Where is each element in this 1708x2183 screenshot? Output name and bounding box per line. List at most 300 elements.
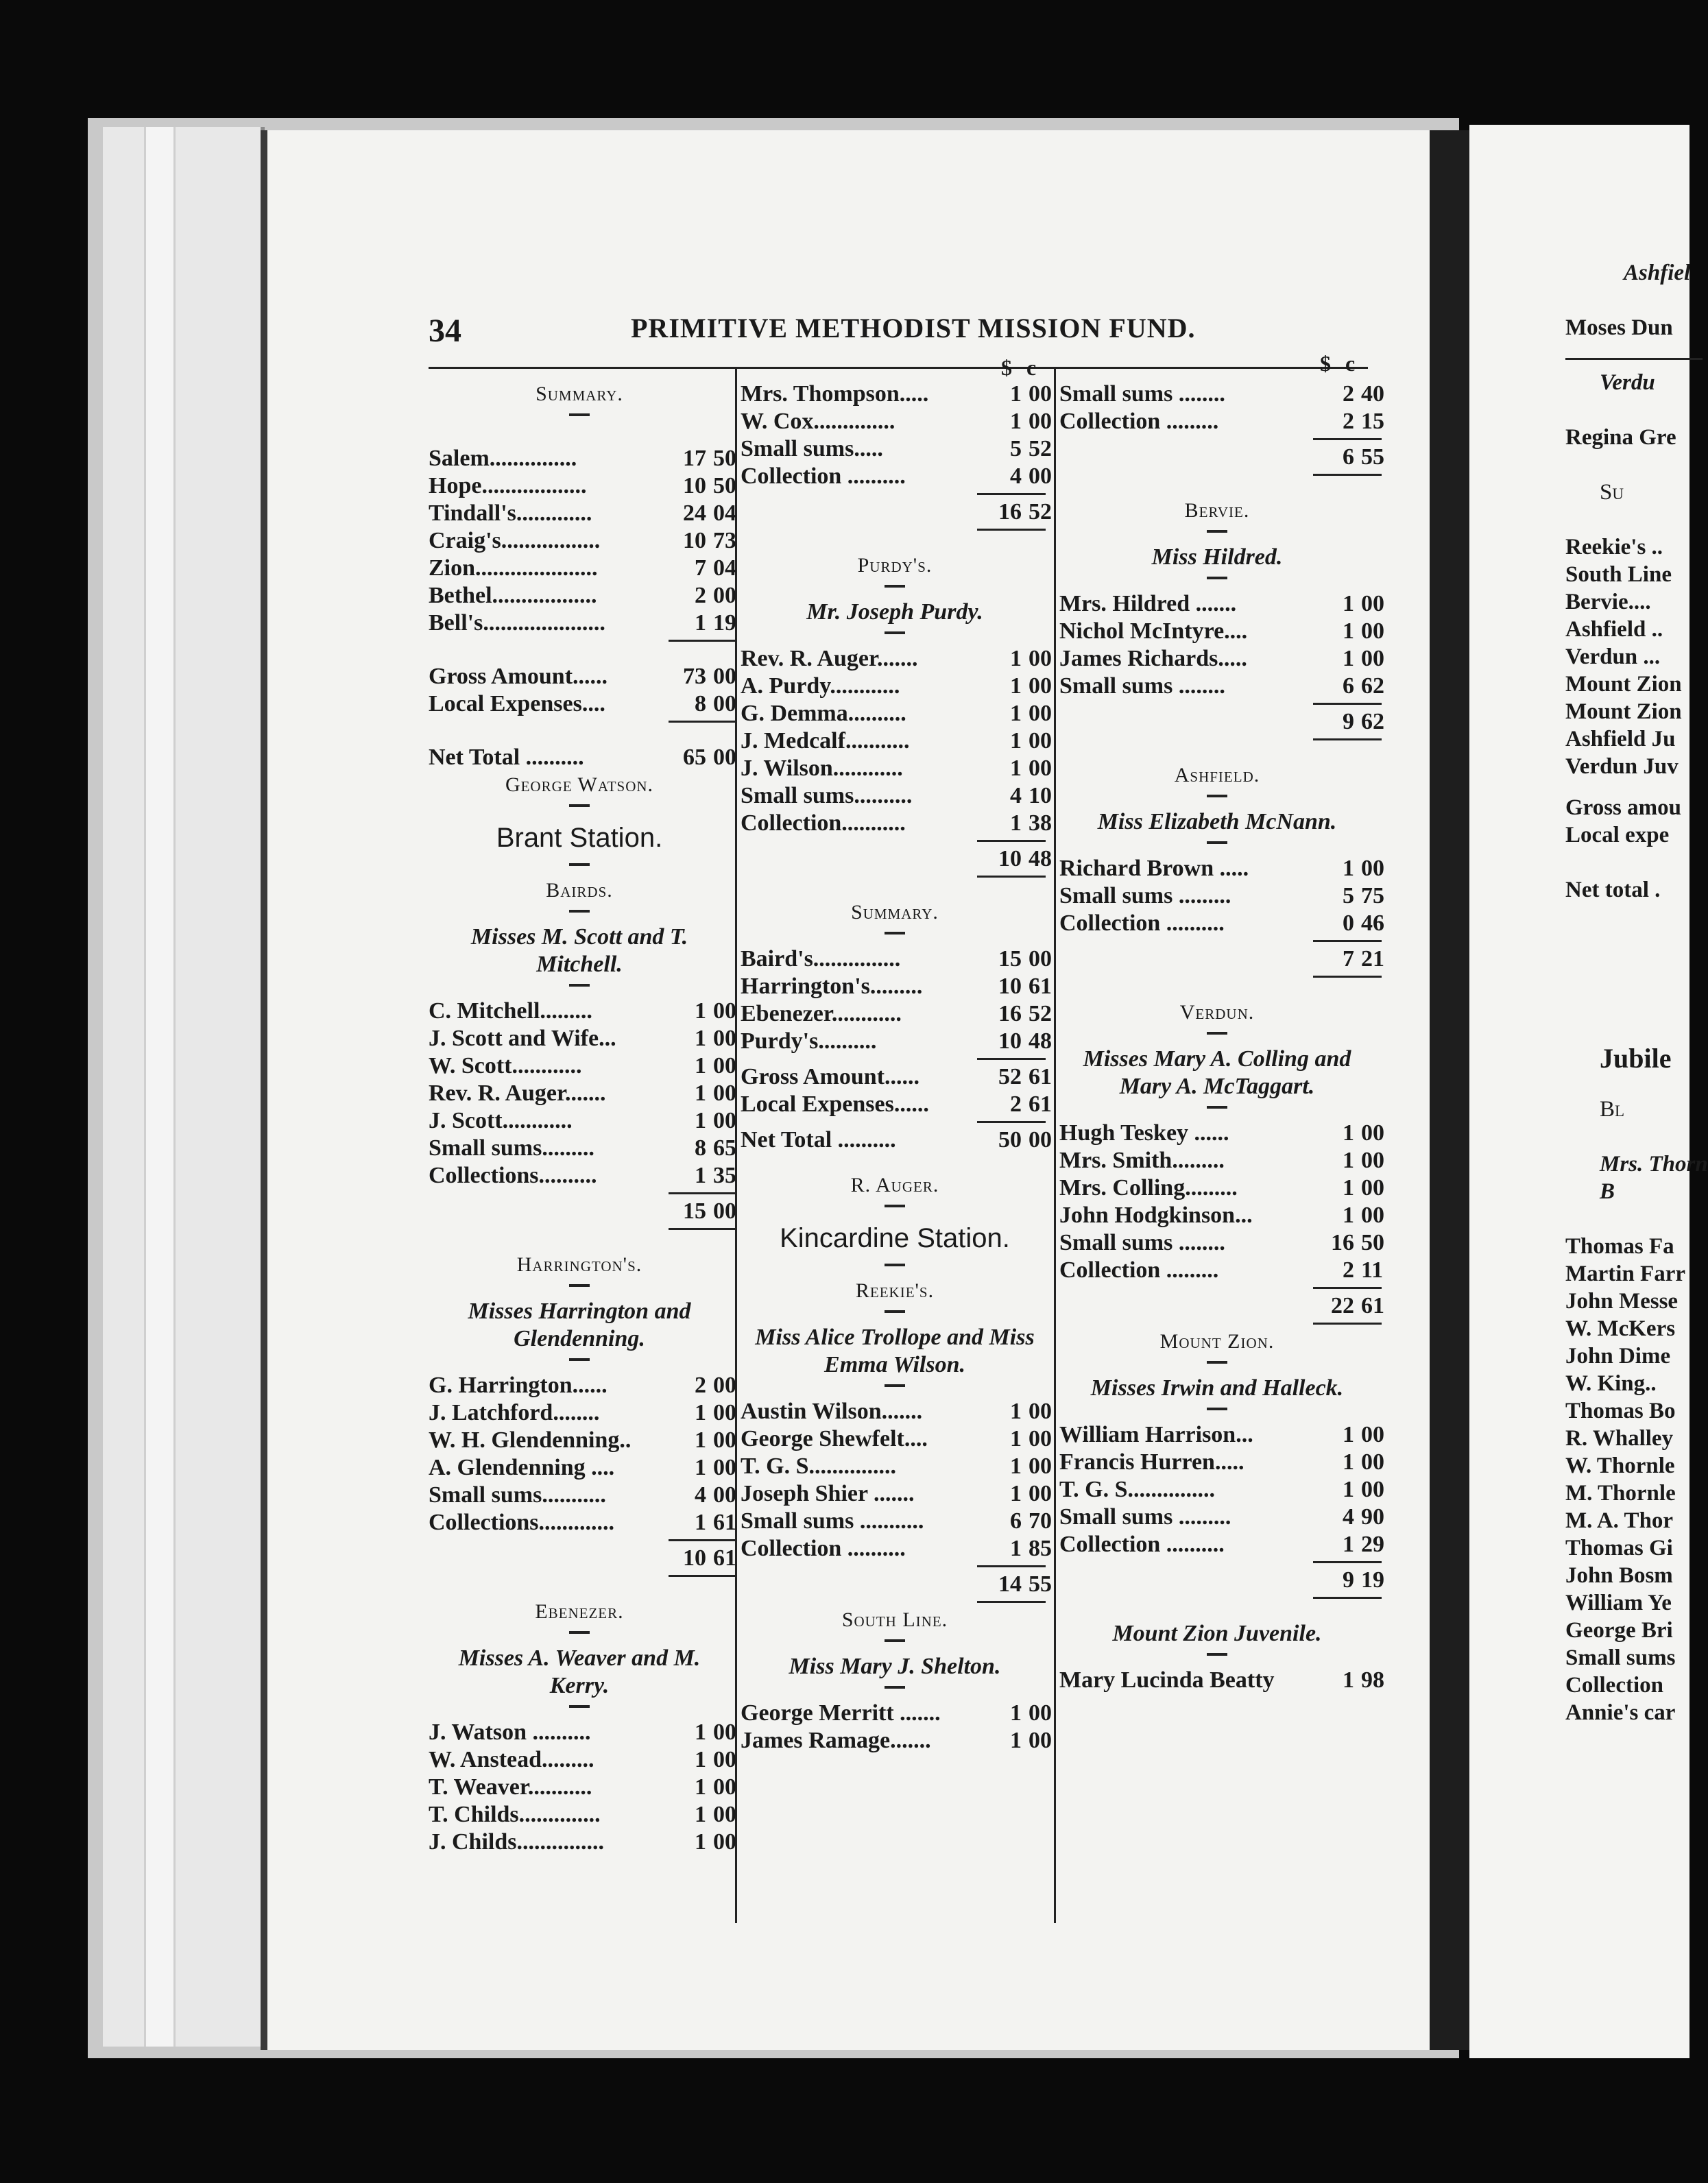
entry-label: Ebenezer............ (741, 1001, 902, 1026)
total-rule (1059, 736, 1375, 744)
total-rule (429, 1536, 730, 1545)
dollars-value: 1 (695, 1720, 706, 1745)
cents-value: 00 (713, 1081, 736, 1106)
section-heading: Verdun. (1179, 1001, 1255, 1024)
facing-page-text: Thomas Gi (1565, 1536, 1673, 1560)
cents-value: 35 (713, 1163, 736, 1188)
cents-value: 00 (713, 998, 736, 1024)
ledger-row (1059, 855, 1384, 882)
total-rule (429, 718, 730, 726)
dollars-value: 1 (1010, 1481, 1022, 1506)
entry-label: Bell's..................... (429, 610, 605, 636)
ledger-row (741, 845, 1052, 873)
cents-value: 00 (1029, 1728, 1052, 1753)
dollars-value: 5 (1010, 436, 1022, 461)
spacer (1059, 1602, 1375, 1620)
section-heading: George Watson. (505, 773, 654, 796)
total-rule (1059, 700, 1375, 708)
dollars-value: 1 (1010, 381, 1022, 407)
entry-label: Richard Brown ..... (1059, 856, 1249, 881)
ledger-row (741, 1126, 1052, 1154)
cents-value: 50 (713, 446, 736, 471)
entry-label: James Ramage....... (741, 1728, 931, 1753)
cents-value: 00 (713, 1482, 736, 1508)
cents-value: 00 (1361, 1203, 1384, 1228)
entry-label: James Richards..... (1059, 646, 1247, 671)
ledger-row (741, 810, 1052, 837)
total-rule (1059, 937, 1375, 945)
facing-page-text: M. Thornle (1565, 1481, 1676, 1506)
dollars-value: 1 (695, 1829, 706, 1855)
dollars-value: 1 (695, 610, 706, 636)
entry-label: Rev. R. Auger....... (429, 1081, 606, 1106)
dollars-value: 10 (998, 1028, 1022, 1054)
ledger-row (741, 945, 1052, 973)
ledger-row (741, 1571, 1052, 1598)
dollars-value: 1 (1343, 1532, 1354, 1557)
dollars-value: 1 (1010, 1454, 1022, 1479)
total-rule (741, 1118, 1049, 1126)
ledger-row (429, 1399, 736, 1427)
dollars-value: 1 (1010, 756, 1022, 781)
facing-page-text: John Bosm (1565, 1563, 1673, 1588)
dollars-value: 1 (1010, 1399, 1022, 1424)
cents-value: 00 (713, 1774, 736, 1800)
cents-value: 00 (1029, 1481, 1052, 1506)
entry-label: Francis Hurren..... (1059, 1449, 1244, 1475)
spacer (429, 726, 730, 744)
ledger-row (1059, 1202, 1384, 1229)
ledger-row (1059, 1257, 1384, 1284)
entry-label: Gross Amount...... (741, 1064, 920, 1089)
total-rule (1059, 1320, 1375, 1328)
entry-label: Collection .......... (1059, 1532, 1225, 1557)
total-rule (429, 1572, 730, 1580)
section-heading: Harrington's. (516, 1253, 642, 1276)
cents-value: 00 (1361, 1175, 1384, 1201)
section-heading: R. Auger. (850, 1174, 939, 1196)
facing-page-text: Thomas Bo (1565, 1399, 1676, 1423)
dollars-value: 7 (695, 555, 706, 581)
entry-label: Hugh Teskey ...... (1059, 1120, 1229, 1146)
dollars-value: 1 (695, 1774, 706, 1800)
section-heading: Bervie. (1184, 499, 1250, 522)
ledger-row (741, 435, 1052, 463)
ledger-row (1059, 618, 1384, 645)
ledger-row (741, 1425, 1052, 1453)
entry-label: Local Expenses.... (429, 691, 605, 716)
cents-value: 00 (1029, 1454, 1052, 1479)
ledger-row (741, 782, 1052, 810)
cents-value: 50 (713, 473, 736, 498)
entry-label: T. Weaver........... (429, 1774, 592, 1800)
ledger-row (1059, 945, 1384, 973)
dollars-value: 1 (695, 1455, 706, 1480)
entry-label: Small sums..... (741, 436, 883, 461)
ledger-row (1059, 1174, 1384, 1202)
separator-dash (429, 1353, 730, 1372)
dollars-value: 1 (695, 1747, 706, 1772)
dollars-value: 0 (1343, 910, 1354, 936)
ledger-row (741, 700, 1052, 727)
entry-label: A. Purdy............ (741, 673, 900, 699)
ledger-row (429, 472, 736, 500)
cents-value: 00 (713, 1829, 736, 1855)
cents-value: 19 (1361, 1567, 1384, 1593)
cents-value: 00 (713, 1053, 736, 1078)
total-rule (741, 837, 1049, 845)
entry-label: Small sums ........ (1059, 1230, 1225, 1255)
entry-label: Joseph Shier ....... (741, 1481, 915, 1506)
cents-value: 00 (713, 1026, 736, 1051)
ledger-row (741, 645, 1052, 673)
cents-value: 00 (1029, 1426, 1052, 1451)
facing-page-text: Reekie's .. (1565, 535, 1663, 559)
station-title: Brant Station. (496, 823, 663, 853)
dollars-value: 1 (695, 1400, 706, 1425)
collectors-names: Miss Hildred. (1151, 544, 1283, 570)
cents-value: 62 (1361, 673, 1384, 699)
ledger-row (1059, 1476, 1384, 1504)
entry-label: Baird's............... (741, 946, 901, 972)
cents-value: 00 (1361, 1449, 1384, 1475)
dollars-value: 1 (1010, 810, 1022, 836)
facing-page-text: W. Thornle (1565, 1454, 1675, 1478)
total-rule (429, 1190, 730, 1198)
separator-dash (429, 408, 730, 427)
spacer (429, 1580, 730, 1598)
ledger-row (1059, 408, 1384, 435)
entry-label: Austin Wilson....... (741, 1399, 923, 1424)
ledger-row (1059, 1120, 1384, 1147)
dollars-value: 1 (1343, 591, 1354, 616)
separator-dash (1059, 1026, 1375, 1046)
separator-dash (429, 978, 730, 998)
spacer (741, 1154, 1049, 1172)
facing-page-text: Collection (1565, 1673, 1663, 1698)
dollars-value: 16 (1331, 1230, 1354, 1255)
separator-dash (429, 904, 730, 924)
entry-label: W. Scott............ (429, 1053, 582, 1078)
dollars-value: 17 (683, 446, 706, 471)
right-page (1469, 125, 1708, 2058)
entry-label: Purdy's.......... (741, 1028, 877, 1054)
dollars-value: 1 (1343, 1120, 1354, 1146)
collectors-names: Mount Zion Juvenile. (1112, 1621, 1322, 1646)
total-rule (429, 1225, 730, 1233)
total-rule (1059, 973, 1375, 981)
book-gutter (1430, 130, 1469, 2050)
entry-label: Collections.......... (429, 1163, 597, 1188)
ledger-row (741, 1700, 1052, 1727)
entry-label: Small sums ........ (1059, 673, 1225, 699)
separator-dash (741, 1305, 1049, 1324)
ledger-row (429, 1801, 736, 1829)
dollars-value: 16 (998, 499, 1022, 524)
entry-label: Local Expenses...... (741, 1092, 929, 1117)
dollars-value: 1 (1343, 1148, 1354, 1173)
ledger-row (1059, 1229, 1384, 1257)
entry-label: Collection .......... (1059, 910, 1225, 936)
dollars-value: 1 (1010, 1426, 1022, 1451)
facing-page-text: John Messe (1565, 1289, 1679, 1314)
cents-value: 52 (1029, 1001, 1052, 1026)
entry-label: J. Watson .......... (429, 1720, 591, 1745)
entry-label: Craig's................. (429, 528, 601, 553)
ledger-row (1059, 1667, 1384, 1694)
column-divider (1054, 367, 1056, 1923)
dollars-value: 22 (1331, 1293, 1354, 1318)
separator-dash (429, 1626, 730, 1645)
separator-dash (1059, 836, 1375, 855)
ledger-row (1059, 1504, 1384, 1531)
ledger-row (741, 755, 1052, 782)
entry-label: Collection........... (741, 810, 906, 836)
header-rule (1565, 358, 1703, 360)
total-rule (741, 1055, 1049, 1063)
total-rule (741, 873, 1049, 881)
section-heading: Ashfield. (1174, 764, 1260, 786)
cents-value: 15 (1361, 409, 1384, 434)
total-rule (1059, 471, 1375, 479)
total-rule (1059, 1558, 1375, 1567)
cents-value: 85 (1029, 1536, 1052, 1561)
ledger-row (741, 1508, 1052, 1535)
ledger-row (1059, 1449, 1384, 1476)
entry-label: Collection .......... (741, 463, 906, 489)
separator-dash (741, 1680, 1049, 1700)
dollars-value: 1 (1010, 1728, 1022, 1753)
entry-label: J. Medcalf........... (741, 728, 910, 753)
section-heading: Mount Zion. (1159, 1330, 1275, 1353)
cents-value: 00 (1029, 946, 1052, 972)
facing-page-text: Mount Zion (1565, 699, 1682, 724)
cents-value: 62 (1361, 709, 1384, 734)
entry-label: Rev. R. Auger....... (741, 646, 918, 671)
cents-value: 00 (1361, 1477, 1384, 1502)
cents-value: 00 (1029, 463, 1052, 489)
entry-label: J. Scott............ (429, 1108, 573, 1133)
entry-label: Collections............. (429, 1510, 615, 1535)
separator-dash (741, 579, 1049, 599)
ledger-row (741, 1063, 1052, 1091)
entry-label: W. H. Glendenning.. (429, 1427, 632, 1453)
ledger-row (429, 1829, 736, 1856)
total-rule (1059, 1594, 1375, 1602)
ledger-row (429, 1427, 736, 1454)
spacer (429, 1233, 730, 1251)
total-rule (741, 1598, 1049, 1606)
section-heading: Ebenezer. (535, 1600, 624, 1623)
total-rule (741, 1563, 1049, 1571)
ledger-row (429, 1509, 736, 1536)
entry-label: Small sums ......... (1059, 1504, 1231, 1530)
dollars-value: 7 (1343, 946, 1354, 972)
dollars-value: 1 (1010, 728, 1022, 753)
cents-value: 61 (1029, 1064, 1052, 1089)
entry-label: Mrs. Smith......... (1059, 1148, 1225, 1173)
dollars-value: 1 (695, 1427, 706, 1453)
separator-dash (741, 626, 1049, 645)
ledger-row (429, 1135, 736, 1162)
dollars-value: 1 (1343, 1667, 1354, 1693)
cents-value: 10 (1029, 783, 1052, 808)
dollars-value: 2 (695, 1373, 706, 1398)
collectors-names: Misses Harrington and Glendenning. (468, 1299, 691, 1351)
separator-dash (1059, 524, 1375, 544)
entry-label: Small sums ........ (1059, 381, 1225, 407)
facing-page-text: Jubile (1600, 1043, 1672, 1074)
dollars-value: 65 (683, 745, 706, 770)
spacer (741, 881, 1049, 899)
cents-value: 00 (1029, 409, 1052, 434)
collectors-names: Misses Irwin and Halleck. (1090, 1375, 1344, 1401)
ledger-row (741, 1000, 1052, 1028)
collectors-names: Miss Alice Trollope and Miss Emma Wilson. (755, 1325, 1035, 1377)
ledger-row (429, 1052, 736, 1080)
dollars-value: 1 (1010, 1700, 1022, 1726)
cents-value: 00 (1361, 856, 1384, 881)
facing-page-text: John Dime (1565, 1344, 1671, 1368)
entry-label: Nichol McIntyre.... (1059, 618, 1248, 644)
dollars-value: 1 (1010, 1536, 1022, 1561)
entry-label: Mrs. Thompson..... (741, 381, 929, 407)
cents-value: 00 (713, 1108, 736, 1133)
dollars-value: 10 (998, 974, 1022, 999)
cents-value: 00 (1361, 618, 1384, 644)
entry-label: C. Mitchell......... (429, 998, 592, 1024)
facing-page-text: Gross amou (1565, 795, 1681, 820)
facing-page-text: Verdun ... (1565, 644, 1661, 669)
separator-dash (429, 799, 730, 818)
dollars-value: 1 (1010, 673, 1022, 699)
entry-label: W. Anstead......... (429, 1747, 594, 1772)
facing-page-text: Verdun Juv (1565, 754, 1679, 779)
section-heading: Summary. (851, 901, 939, 924)
entry-label: Harrington's......... (741, 974, 923, 999)
facing-page-text: Local expe (1565, 823, 1670, 847)
facing-page-text: Ashfield .. (1565, 617, 1663, 642)
dollars-value: 10 (683, 473, 706, 498)
cents-value: 70 (1029, 1508, 1052, 1534)
dollars-value: 16 (998, 1001, 1022, 1026)
dollars-value: 1 (1343, 1175, 1354, 1201)
facing-page-text: Net total . (1565, 878, 1661, 902)
facing-page-text: Bl (1600, 1097, 1625, 1122)
cents-value: 00 (713, 1747, 736, 1772)
cents-value: 73 (713, 528, 736, 553)
dollars-value: 9 (1343, 709, 1354, 734)
cents-value: 11 (1361, 1257, 1384, 1283)
facing-page-text: W. McKers (1565, 1316, 1676, 1341)
dollars-value: 6 (1010, 1508, 1022, 1534)
entry-label: Collection .......... (741, 1536, 906, 1561)
entry-label: T. G. S............... (1059, 1477, 1216, 1502)
entry-label: Bethel.................. (429, 583, 597, 608)
entry-label: John Hodgkinson... (1059, 1203, 1253, 1228)
entry-label: Small sums ......... (1059, 883, 1231, 908)
entry-label: T. G. S............... (741, 1454, 897, 1479)
spacer (429, 427, 730, 445)
entry-label: Collection ......... (1059, 1257, 1219, 1283)
facing-page-text: R. Whalley (1565, 1426, 1674, 1451)
cents-value: 55 (1029, 1571, 1052, 1597)
ledger-row (429, 1482, 736, 1509)
total-rule (741, 526, 1049, 534)
cent-unit: c (1345, 351, 1356, 376)
ledger-row (741, 498, 1052, 526)
facing-page-text: Bervie.... (1565, 590, 1651, 614)
cents-value: 21 (1361, 946, 1384, 972)
total-rule (429, 637, 730, 645)
cents-value: 46 (1361, 910, 1384, 936)
ledger-row (429, 610, 736, 637)
ledger-row (429, 1719, 736, 1746)
cents-value: 00 (713, 1720, 736, 1745)
cents-value: 00 (713, 1198, 736, 1224)
dollars-value: 1 (695, 1108, 706, 1133)
cents-value: 00 (1361, 591, 1384, 616)
ledger-row (429, 1454, 736, 1482)
facing-page-text: M. A. Thor (1565, 1508, 1674, 1533)
facing-page-text: Ashfield Ju (1565, 727, 1676, 751)
ledger-row (1059, 673, 1384, 700)
cents-value: 00 (713, 691, 736, 716)
entry-label: Small sums.......... (741, 783, 913, 808)
page-edges (103, 127, 265, 2047)
separator-dash (1059, 1100, 1375, 1120)
ledger-row (741, 673, 1052, 700)
dollars-value: 8 (695, 691, 706, 716)
cents-value: 38 (1029, 810, 1052, 836)
cents-value: 00 (713, 1802, 736, 1827)
ledger-row (741, 1727, 1052, 1754)
dollars-value: 2 (1343, 381, 1354, 407)
ledger-row (741, 381, 1052, 408)
cents-value: 90 (1361, 1504, 1384, 1530)
cents-value: 00 (713, 1427, 736, 1453)
separator-dash (1059, 1402, 1375, 1421)
ledger-row (429, 1774, 736, 1801)
entry-label: J. Scott and Wife... (429, 1026, 616, 1051)
dollars-value: 52 (998, 1064, 1022, 1089)
entry-label: Small sums......... (429, 1135, 594, 1161)
cents-value: 00 (1029, 646, 1052, 671)
dollars-value: 1 (695, 1163, 706, 1188)
dollars-value: 15 (998, 946, 1022, 972)
spacer (741, 534, 1049, 552)
dollars-value: 1 (1343, 856, 1354, 881)
ledger-row (429, 527, 736, 555)
section-heading: Summary. (536, 383, 623, 405)
ledger-row (429, 1107, 736, 1135)
spacer (429, 645, 730, 663)
cents-value: 00 (1029, 701, 1052, 726)
cents-value: 00 (713, 583, 736, 608)
facing-page-text: Verdu (1600, 370, 1655, 395)
ledger-row (1059, 590, 1384, 618)
cents-value: 48 (1029, 846, 1052, 871)
column-3 (1059, 381, 1384, 1694)
facing-page-text: W. King.. (1565, 1371, 1657, 1396)
cents-value: 00 (1029, 1399, 1052, 1424)
entry-label: J. Childs............... (429, 1829, 604, 1855)
ledger-row (1059, 1292, 1384, 1320)
dollar-unit: $ (1001, 355, 1012, 380)
ledger-row (1059, 444, 1384, 471)
separator-dash (429, 858, 730, 877)
separator-dash (429, 1279, 730, 1298)
